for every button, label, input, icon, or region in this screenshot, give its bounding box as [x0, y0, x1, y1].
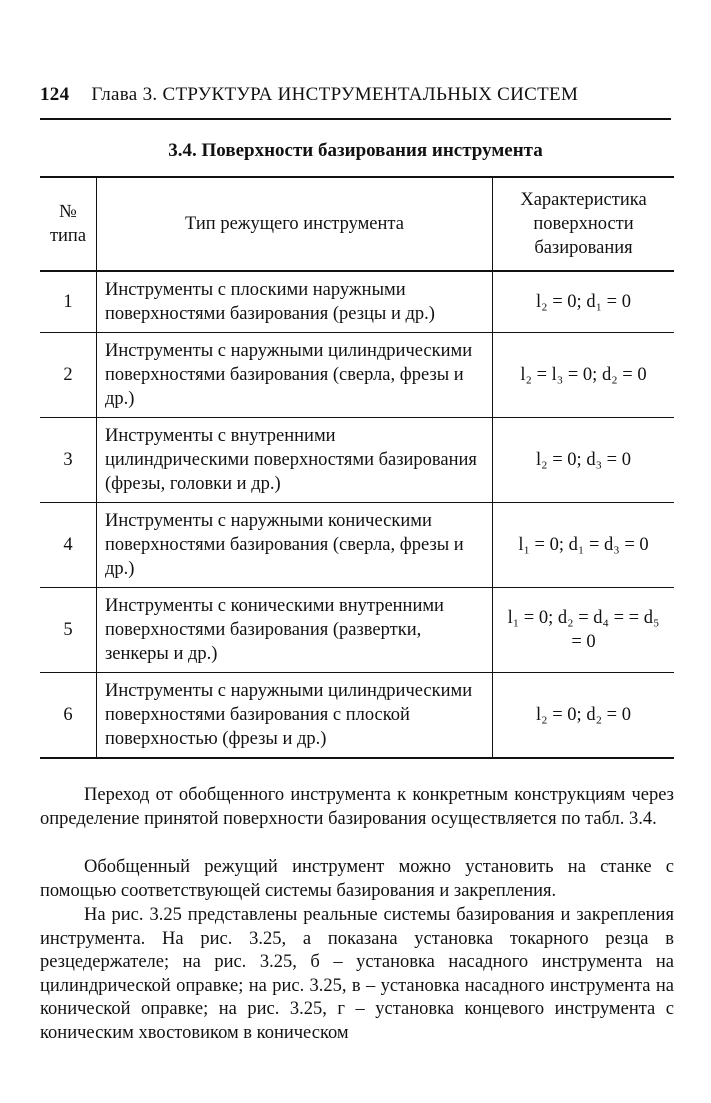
tool-type-cell: Инструменты с наружными цилиндрическими поверхностями базирования с плоской поверхностью (фрезы и др.) [97, 673, 493, 759]
column-header-number: № типа [40, 177, 97, 271]
tool-type-cell: Инструменты с наружными коническими поверхностями базирования (сверла, фрезы и др.) [97, 503, 493, 588]
column-header-characteristic: Характеристика поверхности базирования [520, 190, 647, 258]
section-title: 3.4. Поверхности базирования инструмента [168, 140, 543, 161]
characteristic-cell: l₂ = 0; d₃ = 0 [536, 450, 631, 470]
column-header-tool-type: Тип режущего инструмента [97, 177, 493, 271]
page-header [40, 78, 671, 120]
characteristic-cell: l₁ = 0; d₁ = d₃ = 0 [518, 535, 649, 555]
tool-type-cell: Инструменты с коническими внутренними поверхностями базирования (развертки, зенкеры и др.) [97, 588, 493, 673]
tool-type-cell: Инструменты с плоскими наружными поверхностями базирования (резцы и др.) [97, 271, 493, 333]
characteristic-cell: l₁ = 0; d₂ = d₄ = = d₅ = 0 [507, 608, 660, 652]
row-number: 6 [40, 673, 97, 759]
base-surfaces-table [40, 176, 674, 759]
table-row [40, 333, 674, 418]
table-row [40, 503, 674, 588]
row-number: 2 [40, 333, 97, 418]
table-row [40, 588, 674, 673]
row-number: 1 [40, 271, 97, 333]
body-paragraph-2: Обобщенный режущий инструмент можно установить на станке с помощью соответствующей системы базирования и закрепления. [40, 857, 674, 901]
characteristic-cell: l₂ = 0; d₁ = 0 [536, 292, 631, 312]
body-paragraph-1: Переход от обобщенного инструмента к конкретным конструкциям через определение принятой поверхности базирования осуществляется по табл. 3.4. [40, 785, 674, 829]
table-row [40, 673, 674, 759]
row-number: 3 [40, 418, 97, 503]
characteristic-cell: l₂ = 0; d₂ = 0 [536, 705, 631, 725]
table-row [40, 418, 674, 503]
table-header-row [40, 177, 674, 271]
page-number: 124 [40, 84, 70, 105]
chapter-title: Глава 3. СТРУКТУРА ИНСТРУМЕНТАЛЬНЫХ СИСТЕМ [91, 84, 579, 105]
characteristic-cell: l₂ = l₃ = 0; d₂ = 0 [520, 365, 647, 385]
row-number: 4 [40, 503, 97, 588]
body-paragraph-3: На рис. 3.25 представлены реальные системы базирования и закрепления инструмента. На рис. 3.25, а показана установка токарного резца в резцедержателе; на рис. 3.25, б – установка насадного инструмента на цилиндрической оправке; на рис. 3.25, в – установка насадного инструмента на конической оправке; на рис. 3.25, г – установка концевого инструмента с коническим хвостовиком в коническом [40, 905, 674, 1043]
table-row [40, 271, 674, 333]
tool-type-cell: Инструменты с внутренними цилиндрическими поверхностями базирования (фрезы, головки и др.) [97, 418, 493, 503]
tool-type-cell: Инструменты с наружными цилиндрическими поверхностями базирования (сверла, фрезы и др.) [97, 333, 493, 418]
row-number: 5 [40, 588, 97, 673]
